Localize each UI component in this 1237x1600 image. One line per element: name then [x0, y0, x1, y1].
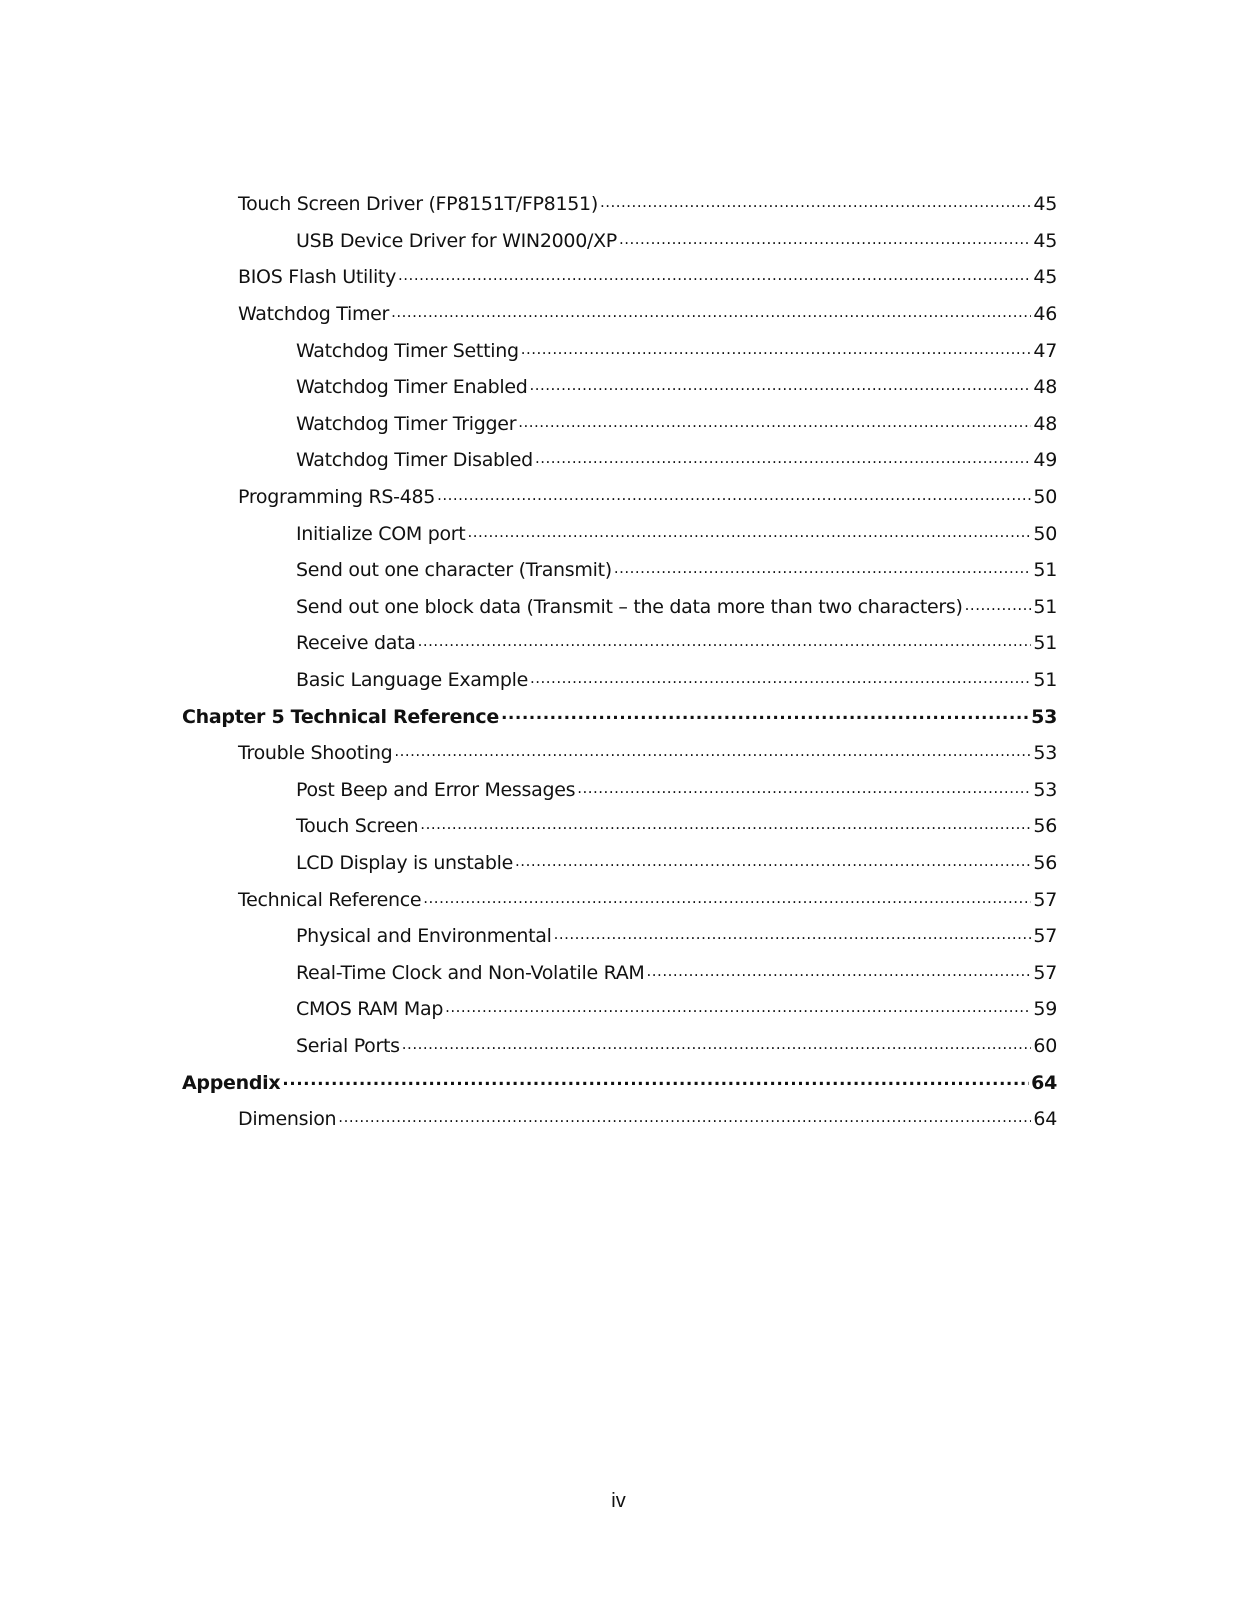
toc-line — [296, 960, 1057, 984]
toc-dot-leader — [418, 630, 1032, 649]
toc-entry-title: Programming RS-485 — [238, 486, 436, 509]
toc-dot-leader — [577, 777, 1031, 796]
toc-entry[interactable] — [0, 441, 1237, 478]
toc-entry[interactable] — [0, 331, 1237, 368]
toc-entry-title: Watchdog Timer Disabled — [296, 449, 533, 472]
toc-entry[interactable] — [0, 1063, 1237, 1100]
toc-entry[interactable] — [0, 953, 1237, 990]
toc-entry-page: 45 — [1033, 266, 1057, 289]
toc-line — [296, 374, 1057, 398]
toc-entry-page: 53 — [1031, 705, 1057, 728]
toc-dot-leader — [402, 1033, 1032, 1052]
toc-line — [238, 301, 1057, 325]
toc-entry-title: Serial Ports — [296, 1034, 400, 1057]
toc-entry[interactable] — [0, 222, 1237, 259]
toc-dot-leader — [423, 887, 1031, 906]
toc-entry-page: 49 — [1033, 449, 1057, 472]
toc-line — [296, 813, 1057, 837]
toc-line — [296, 228, 1057, 252]
toc-dot-leader — [338, 1106, 1031, 1125]
toc-entry-title: Send out one block data (Transmit – the data more than two characters) — [296, 595, 963, 618]
toc-entry[interactable] — [0, 514, 1237, 551]
toc-dot-leader — [535, 447, 1031, 466]
toc-entry-title: Touch Screen Driver (FP8151T/FP8151) — [238, 193, 598, 216]
toc-line — [238, 264, 1057, 288]
toc-entry[interactable] — [0, 844, 1237, 881]
toc-dot-leader — [554, 923, 1032, 942]
toc-dot-leader — [391, 301, 1031, 320]
toc-entry-page: 47 — [1033, 339, 1057, 362]
toc-entry-title: LCD Display is unstable — [296, 851, 514, 874]
toc-entry-title: USB Device Driver for WIN2000/XP — [296, 229, 617, 252]
toc-line — [238, 1106, 1057, 1130]
toc-line — [296, 1033, 1057, 1057]
toc-line — [296, 923, 1057, 947]
toc-entry-title: Technical Reference — [238, 888, 422, 911]
toc-entry[interactable] — [0, 807, 1237, 844]
toc-line — [296, 411, 1057, 435]
toc-line — [296, 557, 1057, 581]
toc-dot-leader — [398, 264, 1031, 283]
toc-entry[interactable] — [0, 917, 1237, 954]
toc-line — [238, 484, 1057, 508]
toc-entry-title: Watchdog Timer Trigger — [296, 412, 517, 435]
toc-entry-title: Appendix — [182, 1071, 281, 1094]
toc-dot-leader — [467, 521, 1031, 540]
toc-entry-title: Watchdog Timer Enabled — [296, 376, 528, 399]
toc-entry-page: 51 — [1033, 595, 1057, 618]
toc-entry[interactable] — [0, 478, 1237, 515]
toc-entry-title: Real-Time Clock and Non-Volatile RAM — [296, 961, 645, 984]
toc-entry-page: 57 — [1033, 888, 1057, 911]
toc-entry-title: Chapter 5 Technical Reference — [182, 705, 499, 728]
toc-entry-title: Trouble Shooting — [238, 742, 393, 765]
toc-entry[interactable] — [0, 661, 1237, 698]
toc-dot-leader — [965, 594, 1032, 613]
toc-dot-leader — [647, 960, 1032, 979]
toc-line — [238, 887, 1057, 911]
toc-entry[interactable] — [0, 295, 1237, 332]
toc-entry[interactable] — [0, 771, 1237, 808]
toc-line — [182, 1070, 1057, 1094]
toc-entry-page: 56 — [1033, 851, 1057, 874]
toc-entry[interactable] — [0, 624, 1237, 661]
toc-dot-leader — [437, 484, 1031, 503]
toc-dot-leader — [420, 813, 1031, 832]
table-of-contents — [0, 185, 1237, 1136]
toc-entry-page: 50 — [1033, 486, 1057, 509]
toc-entry[interactable] — [0, 551, 1237, 588]
toc-entry[interactable] — [0, 405, 1237, 442]
toc-line — [296, 338, 1057, 362]
toc-entry-page: 64 — [1033, 1108, 1057, 1131]
toc-dot-leader — [600, 191, 1031, 210]
toc-entry-page: 59 — [1033, 998, 1057, 1021]
toc-entry[interactable] — [0, 258, 1237, 295]
toc-entry-title: Dimension — [238, 1108, 337, 1131]
toc-line — [296, 850, 1057, 874]
toc-entry-page: 53 — [1033, 778, 1057, 801]
toc-line — [238, 191, 1057, 215]
toc-dot-leader — [521, 338, 1032, 357]
toc-dot-leader — [445, 996, 1031, 1015]
toc-entry-title: CMOS RAM Map — [296, 998, 444, 1021]
toc-entry-page: 51 — [1033, 669, 1057, 692]
toc-entry-title: Send out one character (Transmit) — [296, 559, 612, 582]
toc-entry[interactable] — [0, 368, 1237, 405]
toc-entry[interactable] — [0, 990, 1237, 1027]
toc-entry[interactable] — [0, 185, 1237, 222]
toc-dot-leader — [515, 850, 1031, 869]
toc-line — [296, 630, 1057, 654]
toc-line — [296, 594, 1057, 618]
toc-entry-page: 50 — [1033, 522, 1057, 545]
toc-line — [182, 704, 1057, 728]
toc-entry-page: 48 — [1033, 376, 1057, 399]
toc-entry-page: 64 — [1031, 1071, 1057, 1094]
toc-dot-leader — [619, 228, 1031, 247]
toc-dot-leader — [529, 374, 1031, 393]
toc-entry-page: 57 — [1033, 961, 1057, 984]
toc-entry-page: 51 — [1033, 559, 1057, 582]
toc-line — [296, 996, 1057, 1020]
toc-entry-page: 45 — [1033, 193, 1057, 216]
toc-line — [296, 521, 1057, 545]
toc-dot-leader — [518, 411, 1031, 430]
page-number: iv — [611, 1490, 626, 1512]
toc-entry-title: Physical and Environmental — [296, 925, 552, 948]
toc-entry[interactable] — [0, 734, 1237, 771]
toc-entry-title: Post Beep and Error Messages — [296, 778, 576, 801]
toc-entry-title: BIOS Flash Utility — [238, 266, 397, 289]
toc-dot-leader — [501, 704, 1029, 723]
toc-entry-title: Touch Screen — [296, 815, 419, 838]
toc-entry[interactable] — [0, 880, 1237, 917]
toc-dot-leader — [530, 667, 1031, 686]
toc-line — [296, 777, 1057, 801]
toc-entry-page: 53 — [1033, 742, 1057, 765]
toc-entry[interactable] — [0, 1027, 1237, 1064]
toc-entry-title: Initialize COM port — [296, 522, 466, 545]
toc-entry-title: Receive data — [296, 632, 416, 655]
toc-line — [238, 740, 1057, 764]
toc-entry[interactable] — [0, 588, 1237, 625]
toc-entry-page: 60 — [1033, 1034, 1057, 1057]
toc-entry-title: Watchdog Timer Setting — [296, 339, 519, 362]
toc-line — [296, 667, 1057, 691]
toc-entry-page: 45 — [1033, 229, 1057, 252]
toc-entry-page: 56 — [1033, 815, 1057, 838]
toc-dot-leader — [394, 740, 1031, 759]
toc-entry-page: 51 — [1033, 632, 1057, 655]
toc-entry-page: 57 — [1033, 925, 1057, 948]
toc-entry-title: Basic Language Example — [296, 669, 528, 692]
toc-entry-page: 48 — [1033, 412, 1057, 435]
toc-dot-leader — [282, 1070, 1029, 1089]
toc-dot-leader — [614, 557, 1032, 576]
toc-entry[interactable] — [0, 697, 1237, 734]
toc-entry-page: 46 — [1033, 303, 1057, 326]
toc-entry-title: Watchdog Timer — [238, 303, 390, 326]
toc-entry[interactable] — [0, 1100, 1237, 1137]
toc-line — [296, 447, 1057, 471]
